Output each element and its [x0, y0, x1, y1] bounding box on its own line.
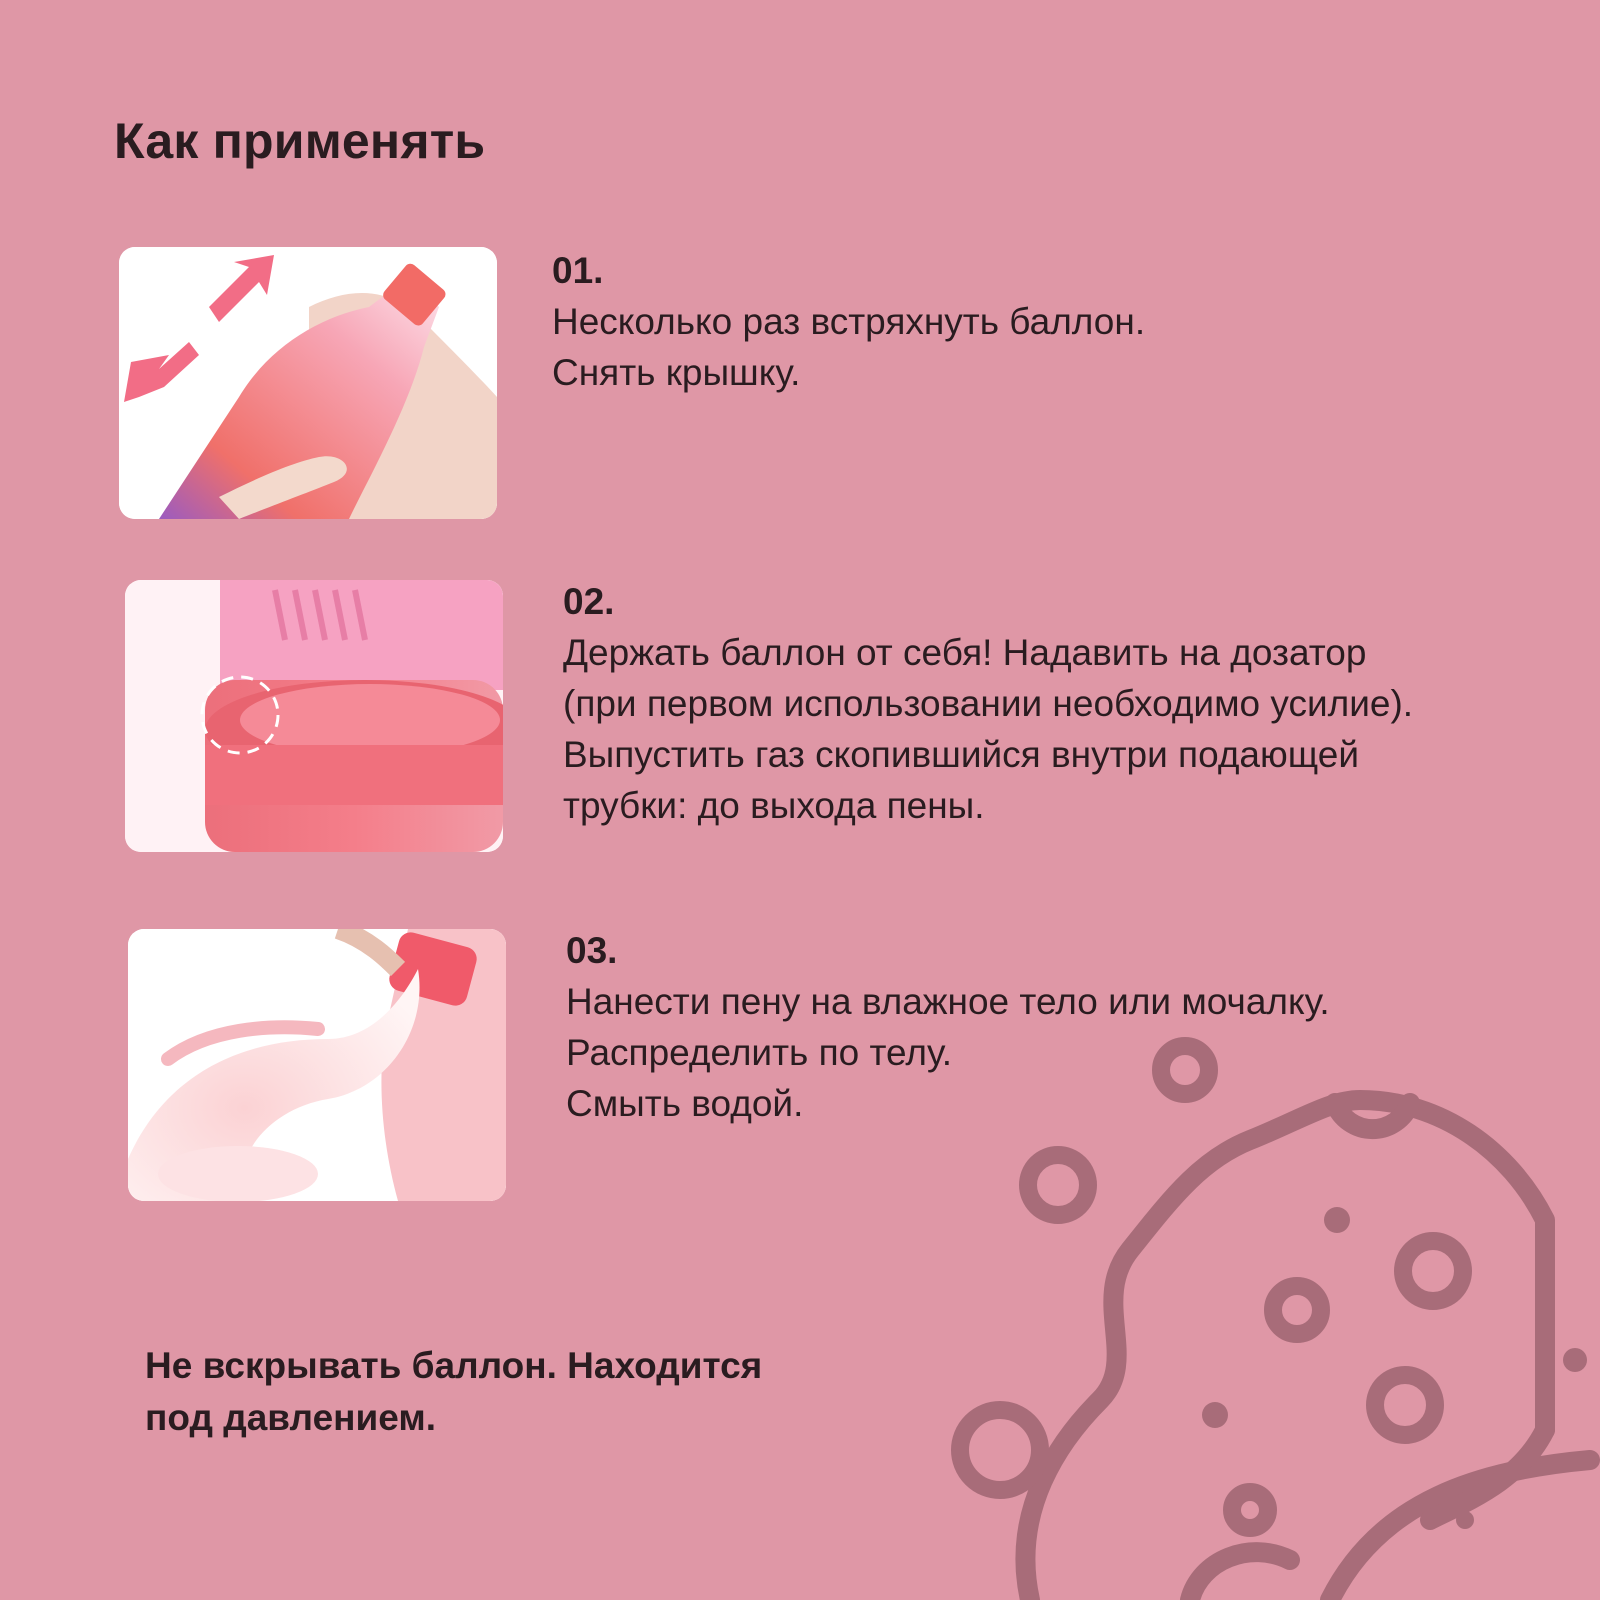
- page-title: Как применять: [114, 113, 486, 169]
- step-line: (при первом использовании необходимо усилие).: [563, 683, 1414, 724]
- step-number: 02.: [563, 581, 615, 622]
- step-line: Держать баллон от себя! Надавить на дозатор: [563, 632, 1367, 673]
- step-number: 01.: [552, 250, 604, 291]
- step-line: Выпустить газ скопившийся внутри подающей: [563, 734, 1360, 775]
- step-line: Нанести пену на влажное тело или мочалку.: [566, 981, 1330, 1022]
- step-line: трубки: до выхода пены.: [563, 785, 985, 826]
- step-1-text: [552, 245, 1145, 398]
- step-line: Смыть водой.: [566, 1083, 804, 1124]
- step-1-image: [119, 247, 497, 519]
- pressure-warning: [145, 1340, 762, 1444]
- step-2-text: [563, 576, 1413, 831]
- warning-line: под давлением.: [145, 1397, 436, 1438]
- step-2-image: [125, 580, 503, 852]
- warning-line: Не вскрывать баллон. Находится: [145, 1345, 763, 1386]
- step-number: 03.: [566, 930, 618, 971]
- step-line: Несколько раз встряхнуть баллон.: [552, 301, 1146, 342]
- step-3-image: [128, 929, 506, 1201]
- step-line: Снять крышку.: [552, 352, 801, 393]
- step-line: Распределить по телу.: [566, 1032, 953, 1073]
- step-3-text: [566, 925, 1330, 1129]
